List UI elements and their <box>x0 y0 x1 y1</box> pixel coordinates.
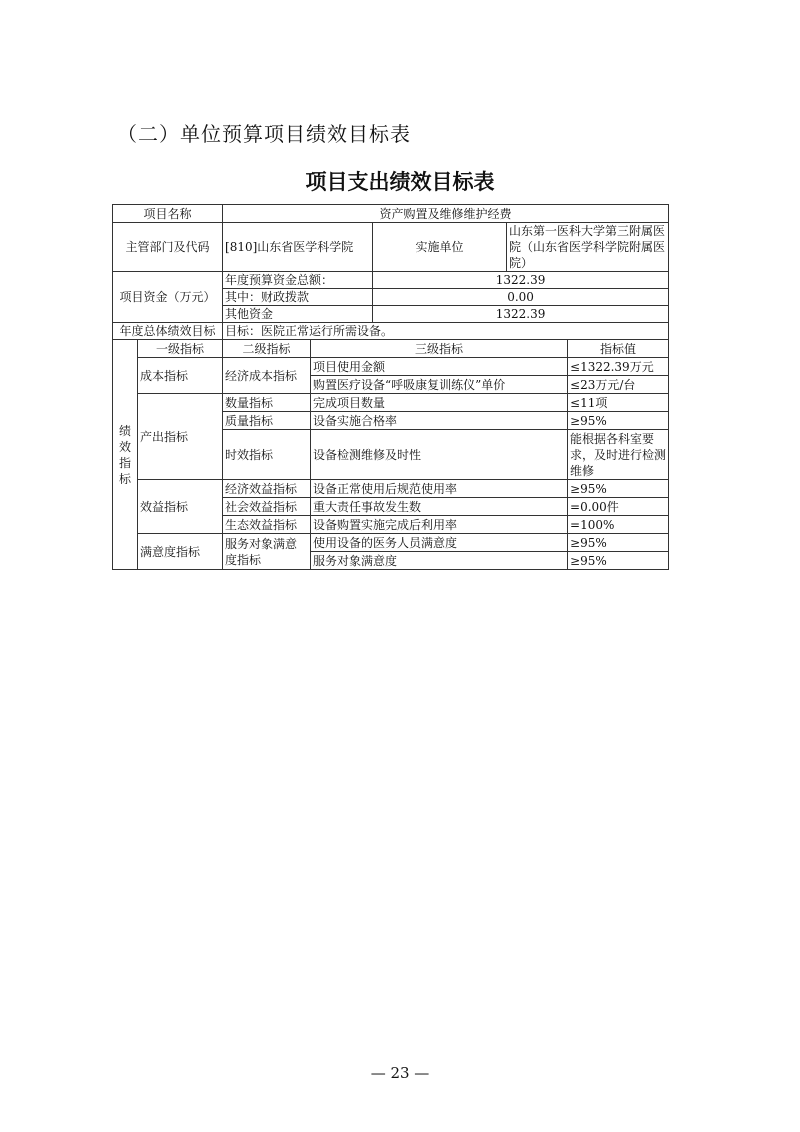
annual-goal-value: 目标：医院正常运行所需设备。 <box>223 323 669 340</box>
dept-label: 主管部门及代码 <box>113 223 223 272</box>
table-title: 项目支出绩效目标表 <box>305 170 495 194</box>
level3-cell: 使用设备的医务人员满意度 <box>311 534 568 552</box>
level3-cell: 项目使用金额 <box>311 358 568 376</box>
header-value: 指标值 <box>568 340 669 358</box>
performance-indicators-label <box>113 340 138 570</box>
header-level1: 一级指标 <box>138 340 223 358</box>
annual-goal-label: 年度总体绩效目标 <box>113 323 223 340</box>
fund-total-value: 1322.39 <box>373 272 669 289</box>
performance-indicators-text: 绩 效 指 标 <box>118 423 131 486</box>
indicator-value: ≥95% <box>568 534 669 552</box>
level3-cell: 完成项目数量 <box>311 394 568 412</box>
fund-total-label: 年度预算资金总额： <box>223 272 373 289</box>
fund-fiscal-value: 0.00 <box>373 289 669 306</box>
table-row <box>113 205 669 223</box>
indicator-value: ≥95% <box>568 552 669 570</box>
level3-cell: 重大责任事故发生数 <box>311 498 568 516</box>
fund-other-value: 1322.39 <box>373 306 669 323</box>
dept-value: [810]山东省医学科学院 <box>223 223 373 272</box>
fund-other-label: 其他资金 <box>223 306 373 323</box>
table-row <box>113 534 669 552</box>
level2-cell: 质量指标 <box>223 412 311 430</box>
level3-cell: 购置医疗设备“呼吸康复训练仪”单价 <box>311 376 568 394</box>
impl-unit-label: 实施单位 <box>373 223 507 272</box>
level2-cell: 社会效益指标 <box>223 498 311 516</box>
level2-cell: 经济效益指标 <box>223 480 311 498</box>
fund-fiscal-label: 其中：财政拨款 <box>223 289 373 306</box>
impl-unit-value: 山东第一医科大学第三附属医院（山东省医学科学院附属医院） <box>507 223 669 272</box>
table-row <box>113 480 669 498</box>
level3-cell: 设备正常使用后规范使用率 <box>311 480 568 498</box>
level1-cost: 成本指标 <box>138 358 223 394</box>
level2-cell: 服务对象满意度指标 <box>223 534 311 570</box>
level3-cell: 设备检测维修及时性 <box>311 430 568 480</box>
indicator-value: ≤11项 <box>568 394 669 412</box>
table-row <box>113 358 669 376</box>
table-row <box>113 394 669 412</box>
level3-cell: 设备购置实施完成后利用率 <box>311 516 568 534</box>
level1-satisfaction: 满意度指标 <box>138 534 223 570</box>
header-level2: 二级指标 <box>223 340 311 358</box>
level2-cell: 时效指标 <box>223 430 311 480</box>
level1-benefit: 效益指标 <box>138 480 223 534</box>
section-title: （二）单位预算项目绩效目标表 <box>117 122 411 146</box>
table-row <box>113 272 669 289</box>
indicator-value: ≥95% <box>568 480 669 498</box>
table-row <box>113 340 669 358</box>
level2-cell: 经济成本指标 <box>223 358 311 394</box>
level2-cell: 数量指标 <box>223 394 311 412</box>
indicator-value: ≥95% <box>568 412 669 430</box>
table-row <box>113 223 669 272</box>
level3-cell: 服务对象满意度 <box>311 552 568 570</box>
table-row <box>113 323 669 340</box>
level3-cell: 设备实施合格率 <box>311 412 568 430</box>
indicator-value: =0.00件 <box>568 498 669 516</box>
project-name-label: 项目名称 <box>113 205 223 223</box>
indicator-value: ≤1322.39万元 <box>568 358 669 376</box>
level2-cell: 生态效益指标 <box>223 516 311 534</box>
indicator-value: =100% <box>568 516 669 534</box>
performance-goal-table <box>112 204 669 570</box>
level1-output: 产出指标 <box>138 394 223 480</box>
indicator-value: ≤23万元/台 <box>568 376 669 394</box>
page-number: — 23 — <box>370 1064 430 1082</box>
header-level3: 三级指标 <box>311 340 568 358</box>
funds-label: 项目资金（万元） <box>113 272 223 323</box>
indicator-value: 能根据各科室要求，及时进行检测维修 <box>568 430 669 480</box>
project-name-value: 资产购置及维修维护经费 <box>223 205 669 223</box>
